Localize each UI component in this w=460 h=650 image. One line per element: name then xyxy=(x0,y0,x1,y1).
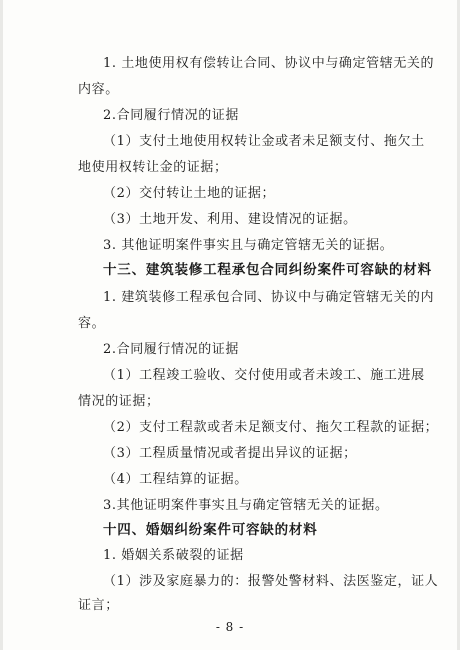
text-line: （3）土地开发、利用、建设情况的证据。 xyxy=(103,212,357,227)
text-line: 1. 婚姻关系破裂的证据 xyxy=(103,548,244,563)
text-line: 情况的证据； xyxy=(78,394,160,409)
text-line: （1）工程竣工验收、交付使用或者未竣工、施工进展 xyxy=(103,368,425,383)
text-line: 证言； xyxy=(78,598,119,613)
text-line: 内容。 xyxy=(78,82,119,97)
text-line: 地使用权转让金的证据； xyxy=(78,160,228,175)
scan-edge-left xyxy=(0,0,3,650)
text-line: 2.合同履行情况的证据 xyxy=(103,342,240,357)
text-line: 3.其他证明案件事实且与确定管辖无关的证据。 xyxy=(103,498,389,513)
text-line: （2）交付转让土地的证据； xyxy=(103,186,276,201)
text-line: （1）涉及家庭暴力的：报警处警材料、法医鉴定，证人 xyxy=(103,574,439,589)
text-line: （3）工程质量情况或者提出异议的证据； xyxy=(103,446,357,461)
section-heading: 十三、建筑装修工程承包合同纠纷案件可容缺的材料 xyxy=(103,262,432,278)
text-line: 2.合同履行情况的证据 xyxy=(103,108,240,123)
text-line: 1. 土地使用权有偿转让合同、协议中与确定管辖无关的 xyxy=(103,56,435,71)
text-line: 1. 建筑装修工程承包合同、协议中与确定管辖无关的内 xyxy=(103,290,435,305)
text-line: （2）支付工程款或者未足额支付、拖欠工程款的证据； xyxy=(103,420,439,435)
text-line: 容。 xyxy=(78,316,106,331)
section-heading: 十四、婚姻纠纷案件可容缺的材料 xyxy=(103,522,318,538)
text-line: （4）工程结算的证据。 xyxy=(103,472,248,487)
text-line: 3. 其他证明案件事实且与确定管辖无关的证据。 xyxy=(103,238,394,253)
page-number: - 8 - xyxy=(215,620,245,634)
text-line: （1）支付土地使用权转让金或者未足额支付、拖欠土 xyxy=(103,134,425,149)
